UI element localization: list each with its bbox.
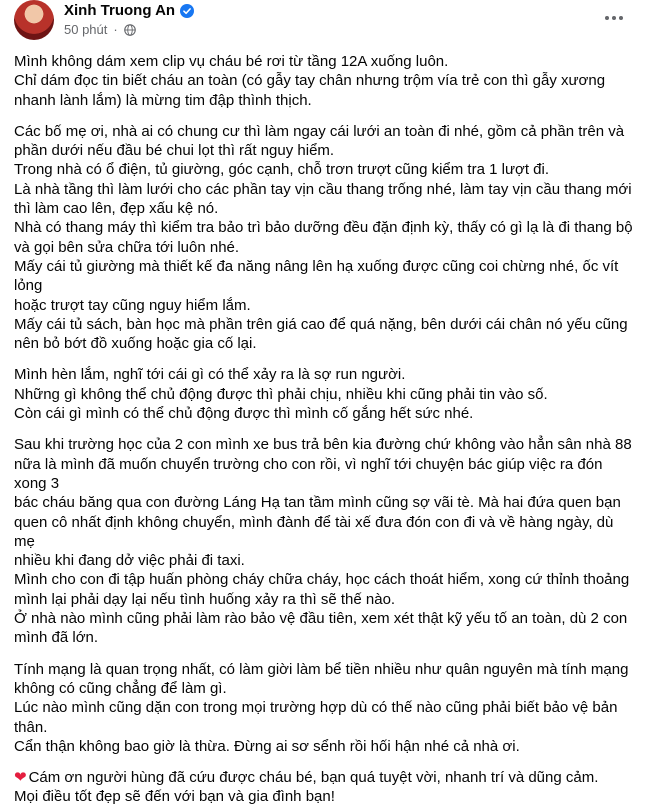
text-line: Mọi điều tốt đẹp sẽ đến với bạn và gia đình bạn! <box>14 788 335 806</box>
text-line: Những gì không thể chủ động được thì phải chịu, nhiều khi cũng phải tin vào số. <box>14 385 548 403</box>
verified-badge-icon <box>180 4 194 18</box>
text-line: Cẩn thận không bao giờ là thừa. Đừng ai sơ sểnh rồi hối hận nhé cả nhà ơi. <box>14 737 520 755</box>
paragraph <box>14 365 636 423</box>
author-name[interactable]: Xinh Truong An <box>64 2 176 19</box>
text-line: Sau khi trường học của 2 con mình xe bus trả bên kia đường chứ không vào hẳn sân nhà 88 <box>14 436 632 454</box>
text-line: Mấy cái tủ sách, bàn học mà phần trên giá cao để quá nặng, bên dưới cái chân nó yếu cũng <box>14 315 628 333</box>
text-line: mình đã lớn. <box>14 629 99 647</box>
text-line: Chỉ dám đọc tin biết cháu an toàn (có gẫy tay chân nhưng trộm vía trẻ con thì gẫy xương <box>14 72 606 90</box>
text-line: mình lại phải dạy lại nếu tình huống xảy ra thì sẽ thế nào. <box>14 590 396 608</box>
text-line: nhiều khi đang dở việc phải đi taxi. <box>14 552 245 570</box>
text-line: Mình không dám xem clip vụ cháu bé rơi từ tầng 12A xuống luôn. <box>14 53 449 70</box>
post-header <box>0 0 650 48</box>
text-line: Là nhà tầng thì làm lưới cho các phần tay vịn cầu thang trống nhé, làm tay vịn cầu thang mới <box>14 180 632 198</box>
author-avatar[interactable] <box>14 0 54 40</box>
text-line: Lúc nào mình cũng dặn con trong mọi trường hợp dù có thế nào cũng phải biết bảo vệ bản <box>14 699 618 717</box>
text-line: hoặc trượt tay cũng nguy hiểm lắm. <box>14 296 251 314</box>
text-line: Mấy cái tủ giường mà thiết kế đa năng nâng lên hạ xuống được cũng coi chừng nhé, ốc vít lỏng <box>14 257 619 295</box>
text-line: thân. <box>14 718 48 736</box>
text-line: và gọi bên sửa chữa tới luôn nhé. <box>14 238 240 256</box>
text-line: Còn cái gì mình có thể chủ động được thì mình cố gắng hết sức nhé. <box>14 405 474 423</box>
paragraph <box>14 122 636 354</box>
text-line: Ở nhà nào mình cũng phải làm rào bảo vệ đầu tiên, xem xét thật kỹ yếu tố an toàn, dù 2 con <box>14 610 628 628</box>
text-line: Mình cho con đi tập huấn phòng cháy chữa cháy, học cách thoát hiểm, xong cứ thỉnh thoảng <box>14 571 630 589</box>
text-line: thì làm cao lên, đẹp xấu kệ nó. <box>14 200 219 218</box>
globe-icon[interactable] <box>124 24 136 36</box>
post-meta <box>64 22 136 37</box>
paragraph <box>14 768 636 807</box>
text-line: nhanh lành lắm) là mừng tim đập thình thịch. <box>14 91 312 109</box>
text-line: Mình hèn lắm, nghĩ tới cái gì có thể xảy ra là sợ run người. <box>14 366 406 384</box>
text-line: Tính mạng là quan trọng nhất, có làm giời làm bể tiền nhiều như quân nguyên mà tính mạng <box>14 660 629 678</box>
text-line: nữa là mình đã muốn chuyển trường cho con rồi, vì nghĩ tới chuyện bác giúp việc ra đón xong 3 <box>14 455 603 492</box>
author-name-row <box>64 2 194 19</box>
text-line: Nhà có thang máy thì kiểm tra bảo trì bảo dưỡng đều đặn định kỳ, thấy có gì lạ là đi thang bộ <box>14 219 633 237</box>
more-options-icon[interactable] <box>596 6 632 30</box>
paragraph <box>14 660 636 756</box>
post-body <box>14 52 636 807</box>
paragraph <box>14 52 636 110</box>
text-line-with-heart <box>14 768 636 787</box>
text-line: bác cháu băng qua con đường Láng Hạ tan tầm mình cũng sợ vãi tè. Mà hai đứa quen bạn <box>14 494 621 512</box>
text-line: Các bố mẹ ơi, nhà ai có chung cư thì làm ngay cái lưới an toàn đi nhé, gồm cả phần trên và <box>14 122 625 140</box>
red-heart-icon: ❤ <box>14 769 27 787</box>
text-line: phần dưới nếu đầu bé chui lọt thì rất nguy hiểm. <box>14 142 335 160</box>
text-line: không có cũng chẳng để làm gì. <box>14 679 227 697</box>
text-line: quen cô nhất định không chuyển, mình đành để tài xế đưa đón con đi và về hàng ngày, dù mẹ <box>14 513 614 550</box>
text-line: nên bỏ bớt đồ xuống hoặc gia cố lại. <box>14 335 257 353</box>
text-line: Trong nhà có ổ điện, tủ giường, góc cạnh, chỗ trơn trượt cũng kiểm tra 1 lượt đi. <box>14 161 550 179</box>
separator-dot: · <box>113 22 118 37</box>
text-span: Cám ơn người hùng đã cứu được cháu bé, bạn quá tuyệt vời, nhanh trí và dũng cảm. <box>28 769 599 787</box>
post-time[interactable]: 50 phút <box>64 22 108 37</box>
paragraph <box>14 435 636 647</box>
